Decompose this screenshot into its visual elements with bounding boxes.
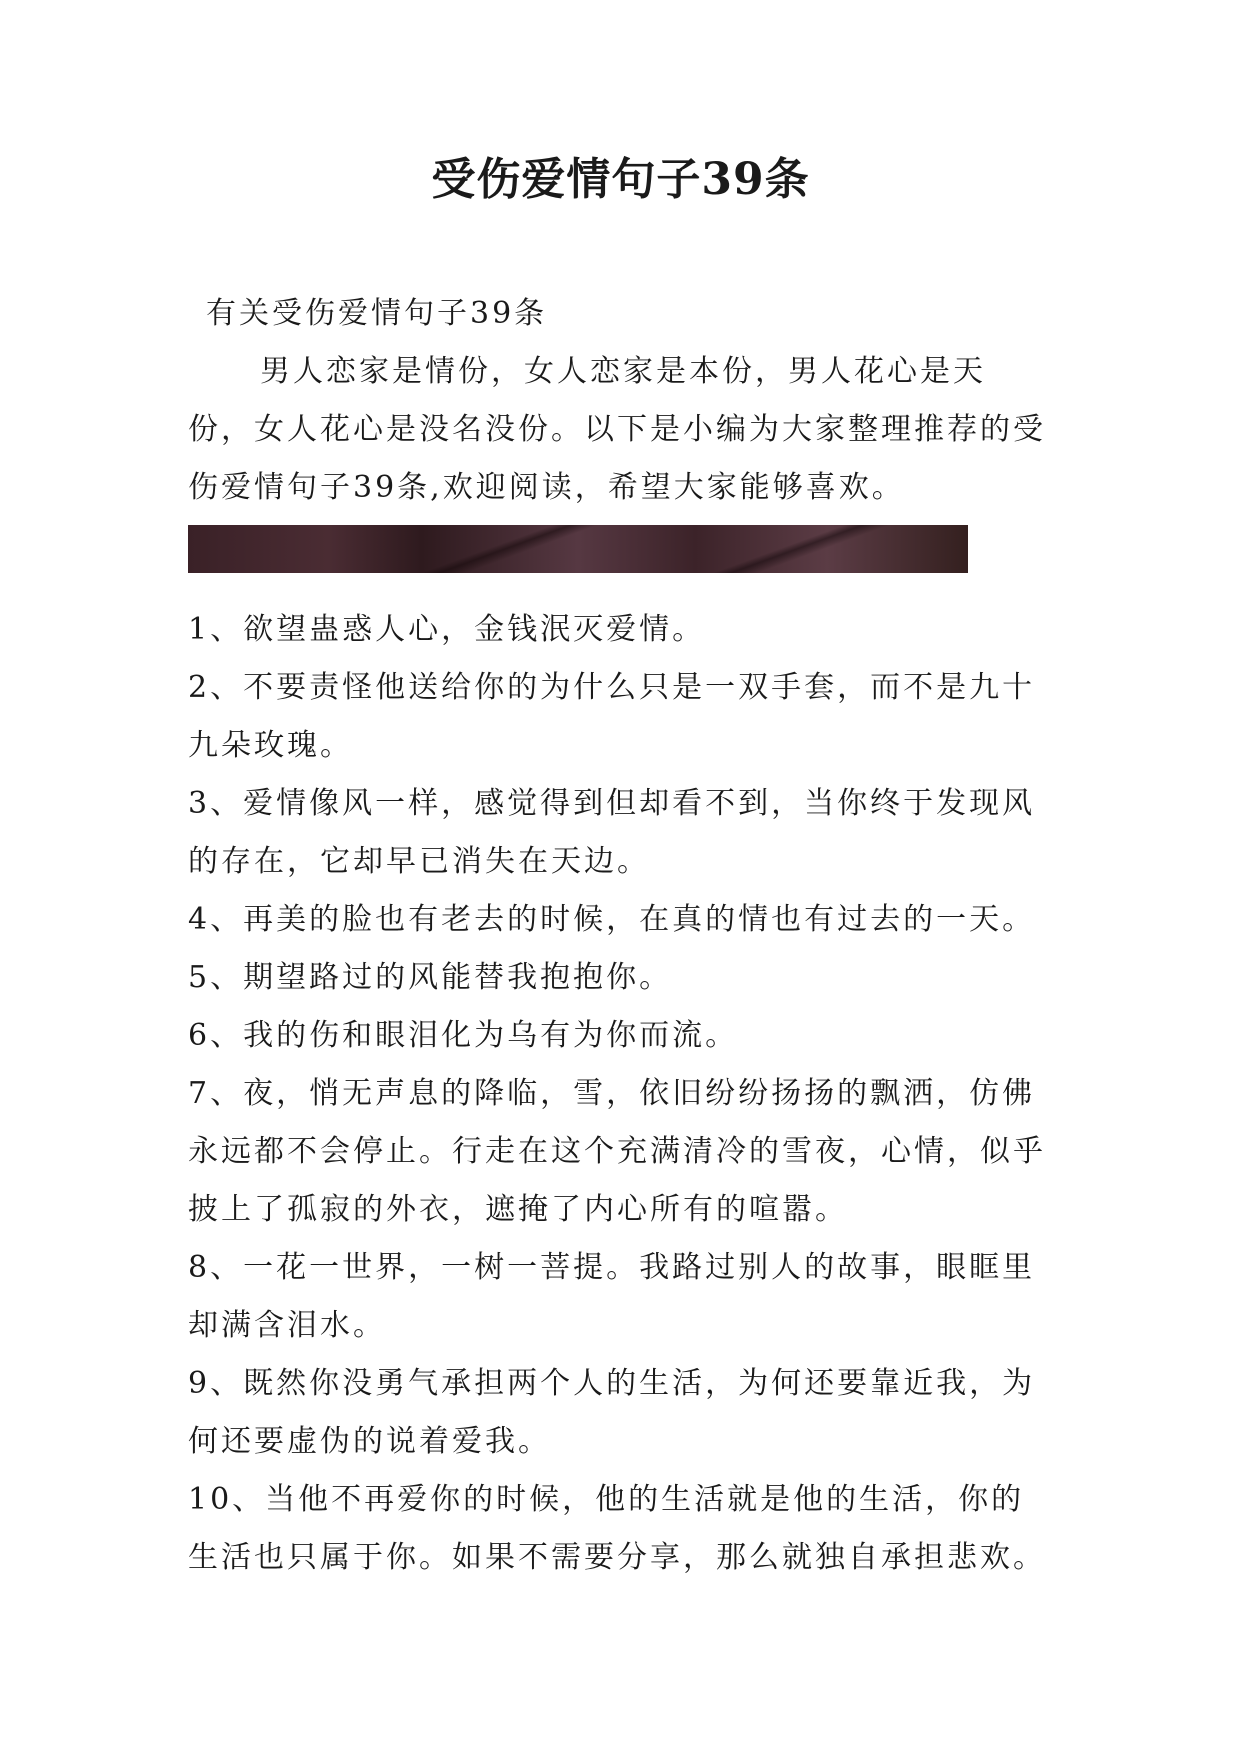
document-subtitle: 有关受伤爱情句子39条	[206, 296, 548, 331]
list-item: 7、夜，悄无声息的降临，雪，依旧纷纷扬扬的飘洒，仿佛永远都不会停止。行走在这个充满清冷的雪夜，心情，似乎披上了孤寂的外衣，遮掩了内心所有的喧嚣。	[188, 1076, 1046, 1227]
list-item: 2、不要责怪他送给你的为什么只是一双手套，而不是九十九朵玫瑰。	[188, 670, 1036, 763]
list-item: 10、当他不再爱你的时候，他的生活就是他的生活，你的生活也只属于你。如果不需要分享，那么就独自承担悲欢。	[188, 1482, 1046, 1575]
list-item: 9、既然你没勇气承担两个人的生活，为何还要靠近我，为何还要虚伪的说着爱我。	[188, 1366, 1036, 1459]
document-title: 受伤爱情句子39条	[431, 154, 810, 205]
list-item: 8、一花一世界，一树一菩提。我路过别人的故事，眼眶里却满含泪水。	[188, 1250, 1036, 1343]
list-item: 3、爱情像风一样，感觉得到但却看不到，当你终于发现风的存在，它却早已消失在天边。	[188, 786, 1036, 879]
list-item: 5、期望路过的风能替我抱抱你。	[188, 960, 673, 995]
document-body	[188, 285, 1048, 1587]
list-item: 1、欲望蛊惑人心，金钱泯灭爱情。	[188, 612, 706, 647]
list-item: 6、我的伤和眼泪化为乌有为你而流。	[188, 1018, 739, 1053]
wood-banner-image	[188, 525, 968, 573]
intro-paragraph: 男人恋家是情份，女人恋家是本份，男人花心是天份，女人花心是没名没份。以下是小编为大家整理推荐的受伤爱情句子39条,欢迎阅读，希望大家能够喜欢。	[188, 354, 1046, 505]
list-item: 4、再美的脸也有老去的时候，在真的情也有过去的一天。	[188, 902, 1036, 937]
